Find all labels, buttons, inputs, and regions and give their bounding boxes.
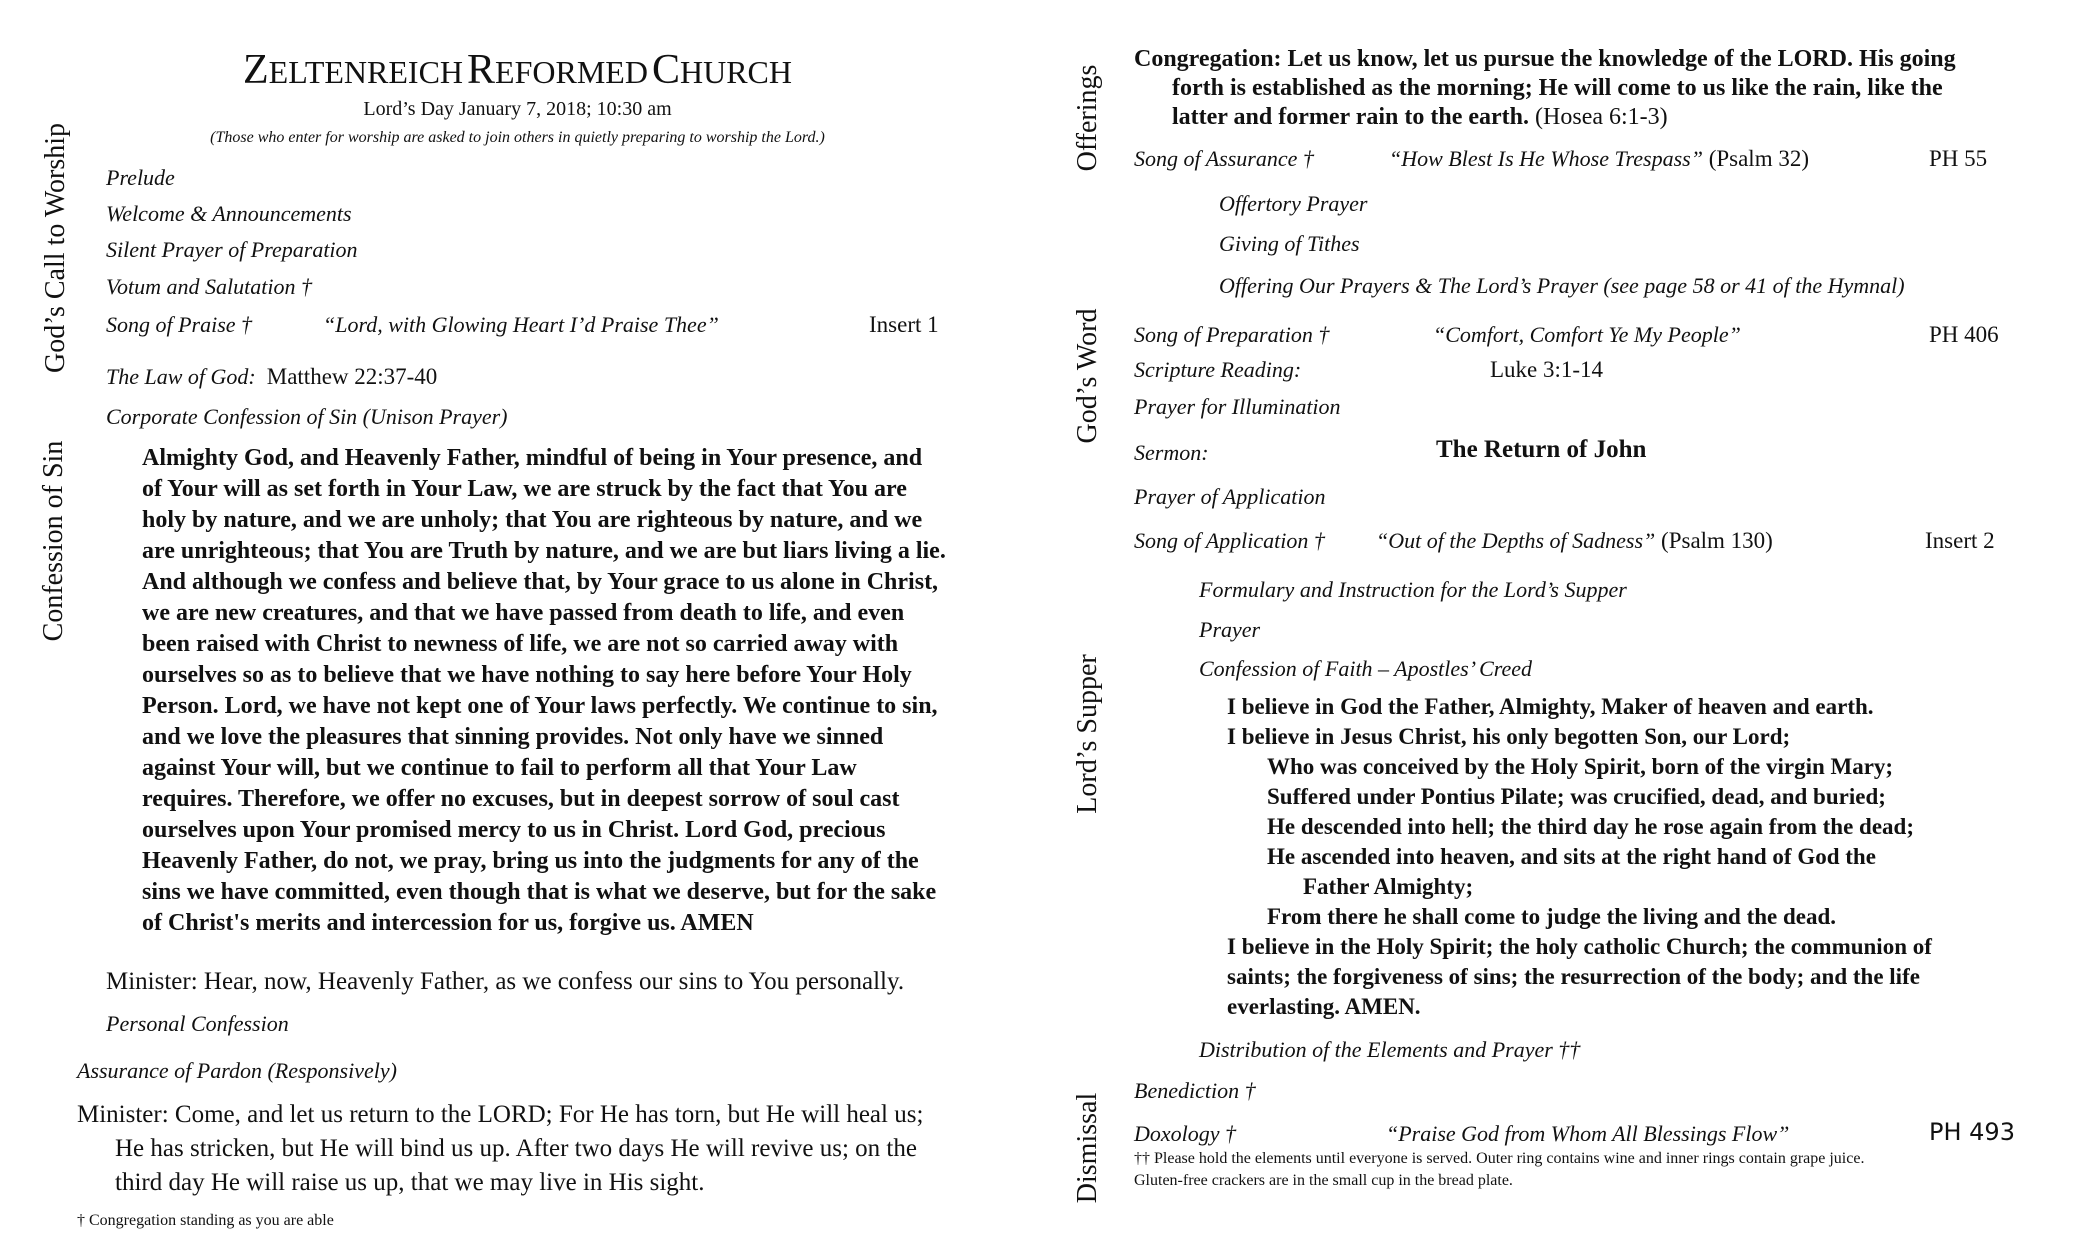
votum: Votum and Salutation † (106, 274, 312, 299)
hosea-ref: (Hosea 6:1-3) (1529, 104, 1668, 130)
minister-assurance (77, 1098, 923, 1200)
confession-line: of Your will as set forth in Your Law, we are struck by the fact that You are (142, 476, 907, 502)
giving-of-tithes: Giving of Tithes (1219, 231, 1360, 256)
creed-line: From there he shall come to judge the living and the dead. (1267, 904, 1837, 929)
confession-line: sins we have committed, even though that is what we deserve, but for the sake (142, 879, 937, 905)
sermon-title: The Return of John (1436, 436, 1647, 463)
creed-line: Who was conceived by the Holy Spirit, born of the virgin Mary; (1267, 754, 1894, 779)
confession-line: And although we confess and believe that, by Your grace to us alone in Christ, (142, 569, 939, 595)
supper-prayer: Prayer (1199, 617, 1261, 642)
side-label-gods-word: God’s Word (1072, 308, 1103, 444)
apostles-creed (1227, 692, 1932, 1022)
creed-line: He descended into hell; the third day he rose again from the dead; (1267, 814, 1914, 839)
confession-line: Almighty God, and Heavenly Father, mindful of being in Your presence, and (142, 445, 923, 471)
confession-line: requires. Therefore, we offer no excuses, but in deepest sorrow of soul cast (142, 786, 900, 812)
confession-of-faith: Confession of Faith – Apostles’ Creed (1199, 656, 1533, 681)
offertory-prayer: Offertory Prayer (1219, 191, 1368, 216)
creed-line: He ascended into heaven, and sits at the right hand of God the (1267, 844, 1876, 869)
law-ref: Matthew 22:37-40 (266, 364, 438, 389)
distribution: Distribution of the Elements and Prayer †† (1199, 1037, 1581, 1062)
gluten-free-footnote: Gluten-free crackers are in the small cup in the bread plate. (1134, 1172, 1513, 1189)
doxology-ref: PH 493 (1929, 1118, 2015, 1146)
elements-footnote: †† Please hold the elements until everyone is served. Outer ring contains wine and inner rings contain grape juice. (1134, 1150, 1865, 1167)
confession-line: ourselves so as to believe that we have nothing to say here before Your Holy (142, 662, 912, 688)
minister-line: third day He will raise us up, that we may live in His sight. (115, 1169, 705, 1196)
confession-line: are unrighteous; that You are Truth by nature, and we are but liars living a lie. (142, 538, 946, 564)
song-of-assurance-title: “How Blest Is He Whose Trespass” (Psalm 32) (1389, 146, 1809, 171)
doxology-label: Doxology † (1134, 1121, 1237, 1146)
song-of-preparation-title: “Comfort, Comfort Ye My People” (1433, 322, 1741, 347)
minister-line: He has stricken, but He will bind us up. After two days He will revive us; on the (115, 1135, 917, 1162)
worship-note: (Those who enter for worship are asked to join others in quietly preparing to worship the Lord.) (210, 129, 825, 146)
welcome: Welcome & Announcements (106, 201, 352, 226)
side-label-confession: Confession of Sin (38, 440, 69, 642)
congregation-line: forth is established as the morning; He will come to us like the rain, like the (1172, 75, 1943, 101)
corporate-confession: Corporate Confession of Sin (Unison Prayer) (106, 404, 508, 429)
confession-line: against Your will, but we continue to fail to perform all that Your Law (142, 755, 857, 781)
song-of-praise-ref: Insert 1 (869, 312, 939, 337)
confession-line: Person. Lord, we have not kept one of Your laws perfectly. We continue to sin, (142, 693, 938, 719)
creed-line: everlasting. AMEN. (1227, 994, 1421, 1019)
confession-line: of Christ's merits and intercession for us, forgive us. AMEN (142, 910, 754, 936)
standing-footnote: † Congregation standing as you are able (77, 1212, 334, 1229)
confession-line: we are new creatures, and that we have passed from death to life, and even (142, 600, 905, 626)
prelude: Prelude (106, 165, 175, 190)
confession-line: ourselves upon Your promised mercy to us in Christ. Lord God, precious (142, 817, 886, 843)
law-of-god (106, 364, 437, 390)
offering-prayers: Offering Our Prayers & The Lord’s Prayer (see page 58 or 41 of the Hymnal) (1219, 273, 1905, 298)
creed-line: I believe in the Holy Spirit; the holy catholic Church; the communion of (1227, 934, 1932, 959)
confession-line: Heavenly Father, do not, we pray, bring us into the judgments for any of the (142, 848, 919, 874)
scripture-reading-label: Scripture Reading: (1134, 357, 1302, 382)
song-of-application-label: Song of Application † (1134, 528, 1325, 553)
benediction: Benediction † (1134, 1078, 1256, 1103)
song-of-praise-title: “Lord, with Glowing Heart I’d Praise Thee” (323, 312, 719, 337)
law-label: The Law of God: (106, 364, 256, 389)
personal-confession: Personal Confession (106, 1011, 289, 1036)
side-label-call-to-worship: God’s Call to Worship (40, 122, 71, 374)
doxology-title: “Praise God from Whom All Blessings Flow” (1386, 1121, 1790, 1146)
silent-prayer: Silent Prayer of Preparation (106, 237, 358, 262)
minister-call-to-confess: Minister: Hear, now, Heavenly Father, as we confess our sins to You personally. (106, 968, 905, 995)
creed-line: saints; the forgiveness of sins; the resurrection of the body; and the life (1227, 964, 1920, 989)
confession-line: holy by nature, and we are unholy; that You are righteous by nature, and we (142, 507, 923, 533)
prayer-of-application: Prayer of Application (1134, 484, 1326, 509)
side-label-offerings: Offerings (1072, 64, 1103, 172)
side-label-dismissal: Dismissal (1072, 1092, 1103, 1204)
song-of-assurance-label: Song of Assurance † (1134, 146, 1314, 171)
creed-line: Suffered under Pontius Pilate; was crucified, dead, and buried; (1267, 784, 1886, 809)
formulary: Formulary and Instruction for the Lord’s Supper (1199, 577, 1627, 602)
minister-line: Minister: Come, and let us return to the LORD; For He has torn, but He will heal us; (77, 1101, 924, 1128)
song-of-praise-label: Song of Praise † (106, 312, 253, 337)
confession-line: and we love the pleasures that sinning provides. Not only have we sinned (142, 724, 884, 750)
church-title: ZELTENREICH REFORMED CHURCH (243, 47, 792, 93)
scripture-reading-ref: Luke 3:1-14 (1490, 357, 1604, 382)
song-of-preparation-ref: PH 406 (1929, 322, 1999, 347)
song-of-assurance-ref: PH 55 (1929, 146, 1988, 171)
song-of-application-ref: Insert 2 (1925, 528, 1995, 553)
congregation-line-last: latter and former rain to the earth. (Hosea 6:1-3) (1172, 104, 1668, 130)
creed-line: Father Almighty; (1303, 874, 1474, 899)
creed-line: I believe in Jesus Christ, his only begotten Son, our Lord; (1227, 724, 1791, 749)
congregation-line: Congregation: Let us know, let us pursue the knowledge of the LORD. His going (1134, 46, 1956, 72)
assurance-of-pardon: Assurance of Pardon (Responsively) (77, 1058, 397, 1083)
song-of-application-title: “Out of the Depths of Sadness” (Psalm 130) (1376, 528, 1773, 553)
congregation-response (1134, 45, 1956, 132)
side-label-lords-supper: Lord’s Supper (1072, 654, 1103, 814)
service-date: Lord’s Day January 7, 2018; 10:30 am (363, 98, 672, 120)
prayer-for-illumination: Prayer for Illumination (1134, 394, 1341, 419)
creed-line: I believe in God the Father, Almighty, Maker of heaven and earth. (1227, 694, 1874, 719)
confession-line: been raised with Christ to newness of life, we are not so carried away with (142, 631, 899, 657)
confession-prayer (142, 443, 946, 939)
song-of-preparation-label: Song of Preparation † (1134, 322, 1330, 347)
sermon-label: Sermon: (1134, 440, 1209, 465)
